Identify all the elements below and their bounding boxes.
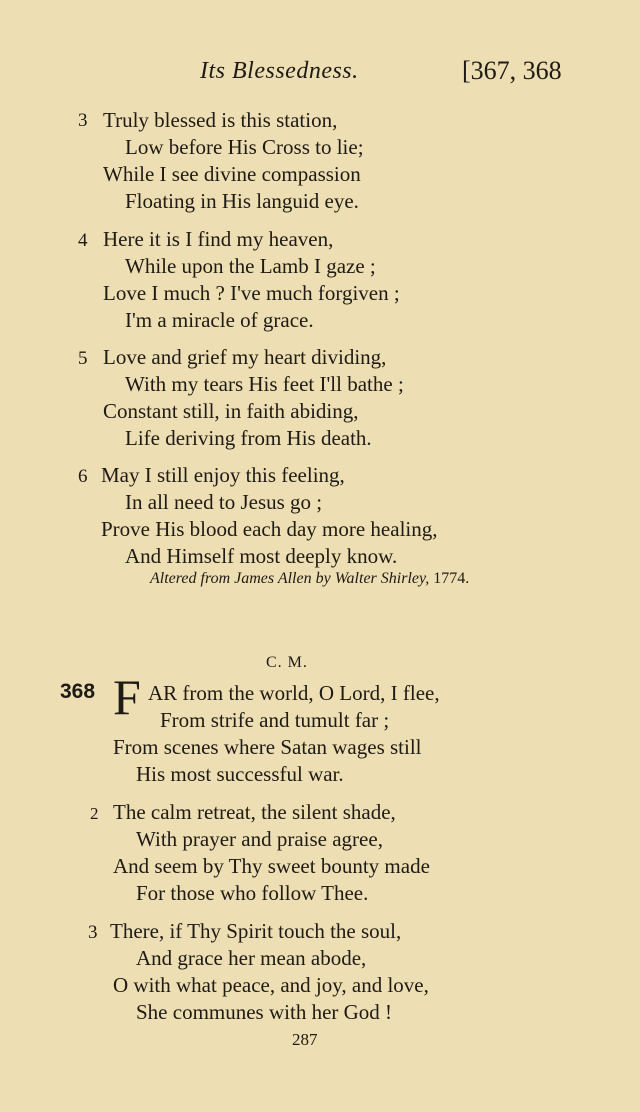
verse-number: 3 [78,110,88,131]
verse-line: With my tears His feet I'll bathe ; [125,372,404,396]
verse-line: Here it is I find my heaven, [103,227,334,251]
verse-line: She communes with her God ! [136,1000,393,1024]
verse-number: 3 [88,922,98,943]
verse-line: AR from the world, O Lord, I flee, [148,681,440,705]
verse-number: 2 [90,804,99,823]
verse-number: 5 [78,348,88,369]
verse-line: May I still enjoy this feeling, [101,463,345,487]
verse-number: 6 [78,466,88,487]
verse-line: From scenes where Satan wages still [113,735,422,759]
page-number: 287 [292,1030,318,1049]
hymn-368-drop-cap: F [113,669,141,725]
hymn-368-meter: C. M. [266,654,308,671]
verse-line: Constant still, in faith abiding, [103,399,359,423]
verse-line: While upon the Lamb I gaze ; [125,254,376,278]
verse-line: Truly blessed is this station, [103,108,338,132]
hymn-368-number: 368 [60,680,96,703]
attribution-text: Altered from James Allen by Walter Shirley, [150,570,430,587]
verse-line: His most successful war. [136,762,344,786]
verse-line: And grace her mean abode, [136,946,367,970]
verse-line: Love and grief my heart dividing, [103,345,387,369]
verse-line: From strife and tumult far ; [160,708,390,732]
verse-line: Life deriving from His death. [125,426,372,450]
verse-line: Floating in His languid eye. [125,189,359,213]
verse-line: In all need to Jesus go ; [125,490,323,514]
verse-line: With prayer and praise agree, [136,827,383,851]
hymn-367-attribution [150,570,469,588]
verse-line: Low before His Cross to lie; [125,135,364,159]
verse-line: I'm a miracle of grace. [125,308,314,332]
running-header-hymn-numbers: [367, 368 [462,56,562,85]
verse-line: The calm retreat, the silent shade, [113,800,396,824]
verse-line: While I see divine compassion [103,162,361,186]
verse-number: 4 [78,230,88,251]
verse-line: Prove His blood each day more healing, [101,517,438,541]
verse-line: Love I much ? I've much forgiven ; [103,281,400,305]
verse-line: O with what peace, and joy, and love, [113,973,429,997]
verse-line: There, if Thy Spirit touch the soul, [110,919,402,943]
attribution-year: 1774. [433,570,470,587]
verse-line: And seem by Thy sweet bounty made [113,854,430,878]
running-header-title: Its Blessedness. [200,58,359,84]
verse-line: For those who follow Thee. [136,881,369,905]
verse-line: And Himself most deeply know. [125,544,398,568]
